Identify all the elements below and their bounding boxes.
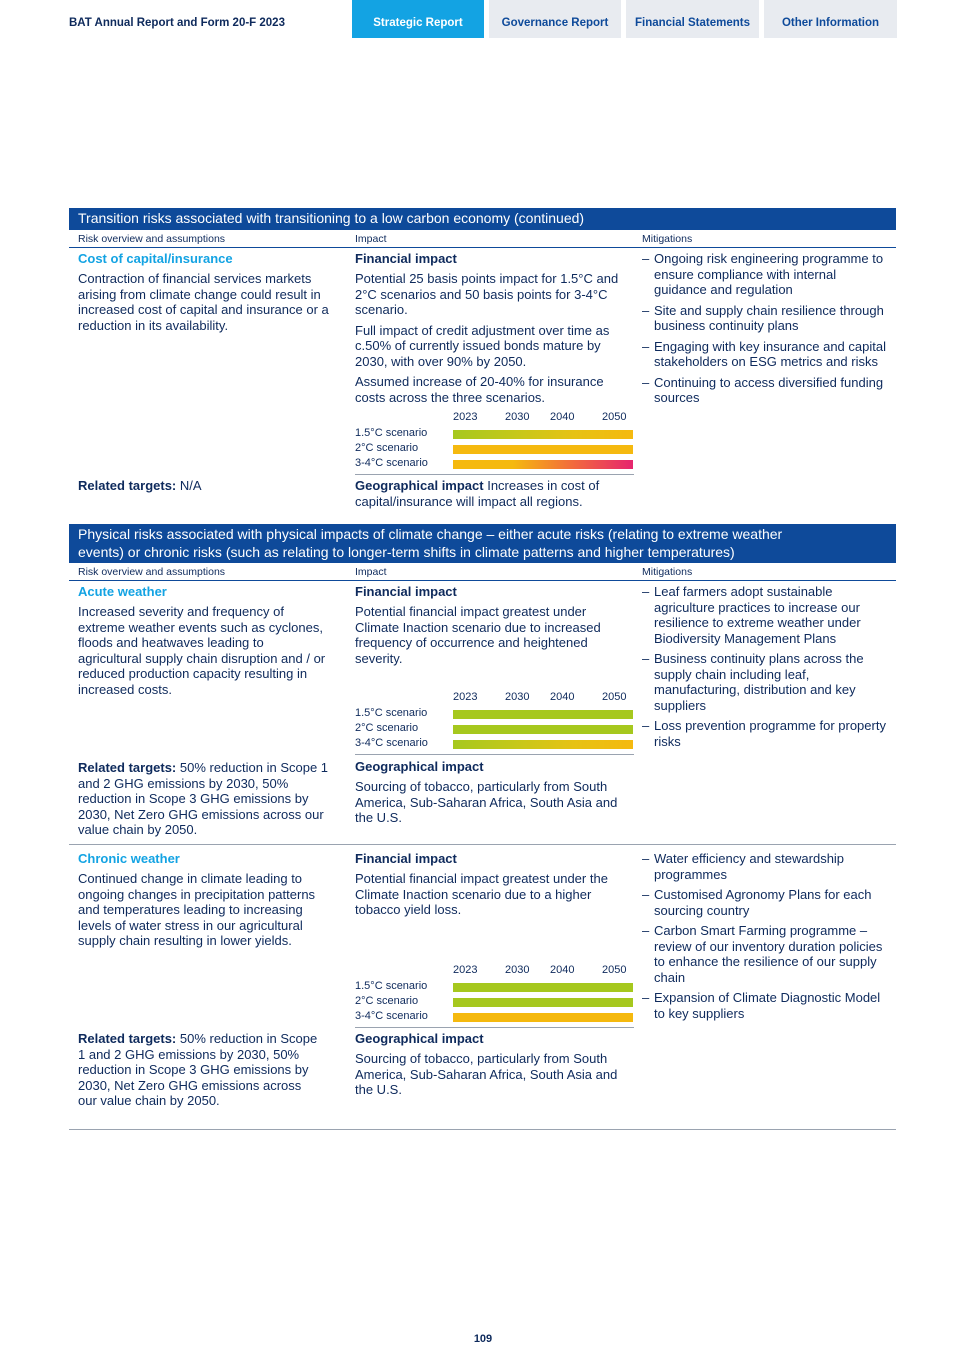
related-targets-value: 50% reduction in Scope 1 and 2 GHG emissions by 2030, 50% reduction in Scope 3 GHG emissions by 2030, Net Zero GHG emissions across our value chain by 2050.	[78, 760, 329, 837]
scenario-label: 3-4°C scenario	[355, 737, 428, 749]
financial-impact-text: Potential financial impact greatest under the Climate Inaction scenario due to a higher tobacco yield loss.	[355, 871, 608, 917]
geographical-impact-text: Increases in cost of capital/insurance will impact all regions.	[355, 478, 600, 509]
divider	[69, 580, 896, 581]
mitigation-item: – Business continuity plans across the supply chain including leaf, manufacturing, distribution and key suppliers	[642, 651, 887, 713]
divider	[69, 844, 896, 845]
risk-title-chronic-weather: Chronic weather	[78, 851, 180, 866]
scenario-label: 2°C scenario	[355, 722, 419, 734]
scenario-bar	[453, 998, 633, 1007]
scenario-bar	[453, 430, 633, 439]
related-targets-cost-of-capital	[78, 478, 340, 494]
risk-overview-cost-of-capital: Contraction of financial services markets arising from climate change could result in increased cost of capital and insurance or a reduction in its availability.	[78, 271, 329, 333]
transition-risks-heading	[69, 208, 896, 230]
scenario-bar	[453, 445, 633, 454]
year-tick-label: 2050	[602, 964, 627, 976]
mitigations-list-chronic-weather	[642, 851, 887, 1026]
scenario-bar	[453, 983, 633, 992]
related-targets-chronic-weather	[78, 1031, 323, 1109]
scenario-bar	[453, 725, 633, 734]
report-title: BAT Annual Report and Form 20-F 2023	[69, 17, 285, 29]
divider	[69, 1129, 896, 1130]
geographical-impact-text: Sourcing of tobacco, particularly from South America, Sub-Saharan Africa, South Asia and the U.S.	[355, 1051, 618, 1097]
year-tick-label: 2030	[505, 411, 530, 423]
mitigations-list-cost-of-capital	[642, 251, 887, 411]
year-tick-label: 2030	[505, 691, 530, 703]
year-tick-label: 2040	[550, 964, 575, 976]
year-tick-label: 2040	[550, 691, 575, 703]
scenario-bar	[453, 740, 633, 749]
mitigations-list-acute-weather	[642, 584, 887, 754]
year-tick-label: 2040	[550, 411, 575, 423]
page-number: 109	[473, 1333, 493, 1345]
scenario-chart-cost-of-capital	[355, 411, 634, 471]
physical-risks-heading	[69, 524, 896, 563]
col-head-risk: Risk overview and assumptions	[78, 233, 226, 245]
mitigation-item: – Expansion of Climate Diagnostic Model to key suppliers	[642, 990, 887, 1021]
tab-strategic-report[interactable]: Strategic Report	[352, 0, 484, 38]
geographical-impact-text: Sourcing of tobacco, particularly from South America, Sub-Saharan Africa, South Asia and the U.S.	[355, 779, 618, 825]
mitigation-item: – Leaf farmers adopt sustainable agriculture practices to increase our resilience to extreme weather under Biodiversity Management Plans	[642, 584, 887, 646]
divider	[355, 754, 634, 755]
scenario-label: 3-4°C scenario	[355, 1010, 428, 1022]
transition-heading-text: Transition risks associated with transitioning to a low carbon economy (continued)	[78, 210, 585, 226]
mitigation-item: – Customised Agronomy Plans for each sourcing country	[642, 887, 887, 918]
risk-overview-chronic-weather: Continued change in climate leading to ongoing changes in precipitation patterns and temperatures leading to increasing levels of water stress in our agricultural supply chain resulting in lower yields.	[78, 871, 316, 948]
geographical-impact-cost-of-capital	[355, 478, 635, 509]
scenario-chart-chronic-weather	[355, 964, 634, 1024]
geographical-impact-heading: Geographical impact	[355, 1031, 484, 1046]
geographical-impact-heading: Geographical impact	[355, 478, 484, 493]
divider	[355, 474, 634, 475]
physical-heading-line-1: Physical risks associated with physical impacts of climate change – either acute risks (relating to extreme weather	[78, 526, 783, 542]
col-head-impact: Impact	[355, 233, 387, 245]
risk-title-acute-weather: Acute weather	[78, 584, 167, 599]
geographical-impact-heading: Geographical impact	[355, 759, 484, 774]
related-targets-label: Related targets:	[78, 760, 177, 775]
related-targets-value: N/A	[176, 478, 202, 493]
year-tick-label: 2023	[453, 691, 478, 703]
scenario-label: 2°C scenario	[355, 995, 419, 1007]
scenario-chart-acute-weather	[355, 691, 634, 751]
tab-financial-statements[interactable]: Financial Statements	[626, 0, 759, 38]
financial-impact-heading: Financial impact	[355, 851, 457, 866]
mitigation-item: – Loss prevention programme for property risks	[642, 718, 887, 749]
financial-impact-text	[355, 271, 635, 410]
related-targets-label: Related targets:	[78, 478, 177, 493]
year-tick-label: 2050	[602, 411, 627, 423]
divider	[355, 1027, 634, 1028]
financial-impact-para: Full impact of credit adjustment over time as c.50% of currently issued bonds mature by 2030, with over 90% by 2050.	[355, 322, 610, 369]
col-head-impact: Impact	[355, 566, 387, 578]
financial-impact-heading: Financial impact	[355, 584, 457, 599]
financial-impact-text: Potential financial impact greatest under Climate Inaction scenario due to increased frequency of occurrence and heightened severity.	[355, 604, 601, 666]
scenario-label: 2°C scenario	[355, 442, 419, 454]
physical-heading-line-2: events) or chronic risks (such as relating to longer-term shifts in climate patterns and higher temperatures)	[78, 544, 735, 560]
related-targets-acute-weather	[78, 760, 333, 838]
year-tick-label: 2023	[453, 964, 478, 976]
scenario-bar	[453, 710, 633, 719]
mitigation-item: – Ongoing risk engineering programme to ensure compliance with internal guidance and regulation	[642, 251, 887, 298]
risk-overview-acute-weather: Increased severity and frequency of extreme weather events such as cyclones, floods and heatwaves leading to agricultural supply chain disruption and / or reduced production capacity resulting in increased costs.	[78, 604, 326, 697]
financial-impact-heading: Financial impact	[355, 251, 457, 266]
mitigation-item: – Engaging with key insurance and capital stakeholders on ESG metrics and risks	[642, 339, 887, 370]
financial-impact-para: Potential 25 basis points impact for 1.5°C and 2°C scenarios and 50 basis points for 3-4°C scenario.	[355, 271, 619, 317]
scenario-bar	[453, 460, 633, 469]
risk-title-cost-of-capital: Cost of capital/insurance	[78, 251, 233, 266]
tab-other-information[interactable]: Other Information	[764, 0, 897, 38]
year-tick-label: 2023	[453, 411, 478, 423]
col-head-mitigations: Mitigations	[642, 233, 693, 245]
divider	[69, 247, 896, 248]
mitigation-item: – Site and supply chain resilience through business continuity plans	[642, 303, 887, 334]
mitigation-item: – Carbon Smart Farming programme – review of our inventory duration policies to enhance the resilience of our supply chain	[642, 923, 887, 985]
col-head-risk: Risk overview and assumptions	[78, 566, 226, 578]
scenario-label: 1.5°C scenario	[355, 707, 428, 719]
financial-impact-para: Assumed increase of 20-40% for insurance costs across the three scenarios.	[355, 374, 604, 405]
scenario-label: 1.5°C scenario	[355, 427, 428, 439]
scenario-bar	[453, 1013, 633, 1022]
col-head-mitigations: Mitigations	[642, 566, 693, 578]
tab-governance-report[interactable]: Governance Report	[489, 0, 621, 38]
year-tick-label: 2050	[602, 691, 627, 703]
mitigation-item: – Continuing to access diversified funding sources	[642, 375, 887, 406]
related-targets-label: Related targets:	[78, 1031, 177, 1046]
mitigation-item: – Water efficiency and stewardship programmes	[642, 851, 887, 882]
scenario-label: 1.5°C scenario	[355, 980, 428, 992]
related-targets-value: 50% reduction in Scope 1 and 2 GHG emissions by 2030, 50% reduction in Scope 3 GHG emissions by 2030, Net Zero GHG emissions across our value chain by 2050.	[78, 1031, 318, 1108]
year-tick-label: 2030	[505, 964, 530, 976]
scenario-label: 3-4°C scenario	[355, 457, 428, 469]
